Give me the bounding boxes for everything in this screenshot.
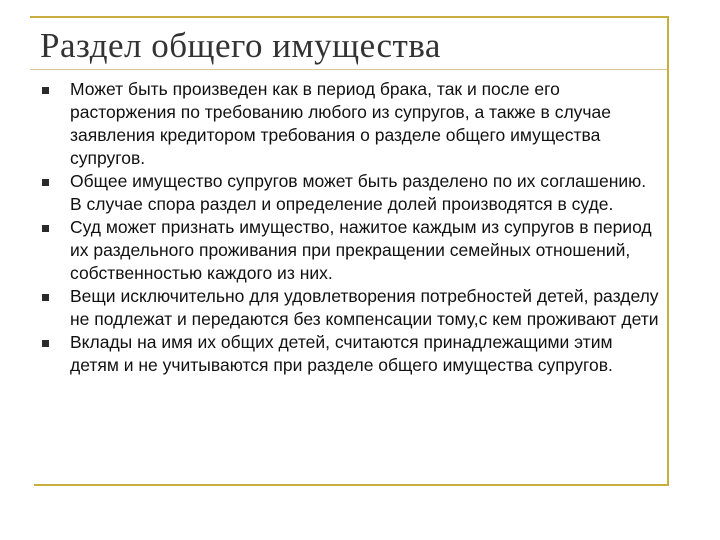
square-bullet-icon <box>42 340 49 347</box>
bullet-text: Суд может признать имущество, нажитое каждым из супругов в период их раздельного проживания при прекращении семейных отношений, собственностью каждого из них. <box>70 217 652 283</box>
slide-title: Раздел общего имущества <box>40 26 441 65</box>
bullet-item <box>40 170 660 216</box>
square-bullet-icon <box>42 87 49 94</box>
frame-bottom-line <box>34 484 669 486</box>
bullet-item <box>40 216 660 285</box>
bullet-text: Вклады на имя их общих детей, считаются принадлежащими этим детям и не учитываются при разделе общего имущества супругов. <box>70 332 613 375</box>
bullet-text: Вещи исключительно для удовлетворения потребностей детей, разделу не подлежат и передаются без компенсации тому,с кем проживают дети <box>70 286 659 329</box>
bullet-text: Может быть произведен как в период брака, так и после его расторжения по требованию любого из супругов, а также в случае заявления кредитором требования о разделе общего имущества супругов. <box>70 79 612 168</box>
bullet-item <box>40 331 660 377</box>
square-bullet-icon <box>42 225 49 232</box>
title-underline <box>30 69 667 70</box>
bullet-text: Общее имущество супругов может быть разделено по их соглашению. В случае спора раздел и определение долей производятся в суде. <box>70 171 647 214</box>
square-bullet-icon <box>42 294 49 301</box>
square-bullet-icon <box>42 179 49 186</box>
bullet-item <box>40 78 660 170</box>
frame-right-line <box>667 16 669 486</box>
bullet-list <box>40 78 660 377</box>
bullet-item <box>40 285 660 331</box>
frame-top-line <box>30 16 668 18</box>
